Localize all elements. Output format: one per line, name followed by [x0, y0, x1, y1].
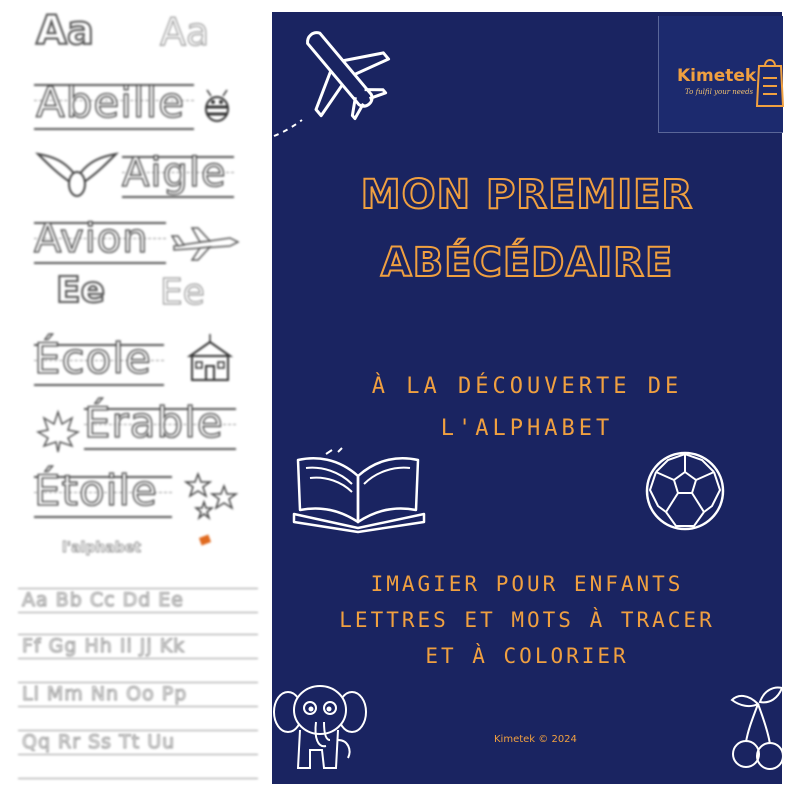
word-erable: Érable [84, 398, 224, 447]
subtitle-line-2: L'ALPHABET [440, 416, 614, 441]
alphabet-title: l'alphabet [62, 540, 141, 556]
copyright: Kimetek © 2024 [494, 734, 577, 745]
title-line-1: MON PREMIER [360, 172, 694, 218]
tagline-line-3: ET À COLORIER [425, 644, 629, 668]
airplane-icon [272, 24, 412, 144]
jet-icon [170, 224, 240, 264]
book-icon [286, 448, 436, 532]
word-avion: Avion [34, 216, 149, 262]
alphabet-row: Ll Mm Nn Oo Pp [22, 683, 188, 705]
school-icon [184, 334, 236, 386]
letter-pair-bold: Ee [56, 270, 106, 311]
tagline-line-1: IMAGIER POUR ENFANTS [370, 572, 684, 596]
logo-name: Kimetek [677, 66, 757, 86]
word-aigle: Aigle [122, 150, 227, 196]
shopping-bag-icon [755, 56, 785, 108]
alphabet-row: Qq Rr Ss Tt Uu [22, 731, 176, 753]
word-abeille: Abeille [36, 78, 186, 127]
book-cover [272, 12, 782, 784]
word-etoile: Étoile [34, 466, 158, 515]
cherries-icon [730, 684, 786, 770]
tagline-line-2: LETTRES ET MOTS À TRACER [339, 608, 715, 632]
maple-leaf-icon [36, 410, 80, 454]
alphabet-row: Ff Gg Hh Ii Jj Kk [22, 635, 186, 657]
logo-tagline: To fulfil your needs [685, 88, 754, 96]
letter-pair-dotted: Ee [160, 272, 205, 313]
bee-icon [198, 88, 236, 126]
alphabet-row: Aa Bb Cc Dd Ee [22, 589, 184, 611]
eagle-icon [36, 150, 118, 200]
letter-pair-bold: Aa [36, 8, 94, 54]
soccer-ball-icon [644, 450, 726, 532]
worksheet-preview [0, 0, 268, 794]
elephant-icon [274, 678, 366, 778]
brand-logo [658, 16, 783, 133]
subtitle-line-1: À LA DÉCOUVERTE DE [371, 374, 683, 399]
stars-icon [184, 472, 238, 522]
word-ecole: École [34, 334, 152, 383]
title-line-2: ABÉCÉDAIRE [380, 240, 674, 286]
letter-pair-dotted: Aa [160, 10, 210, 54]
